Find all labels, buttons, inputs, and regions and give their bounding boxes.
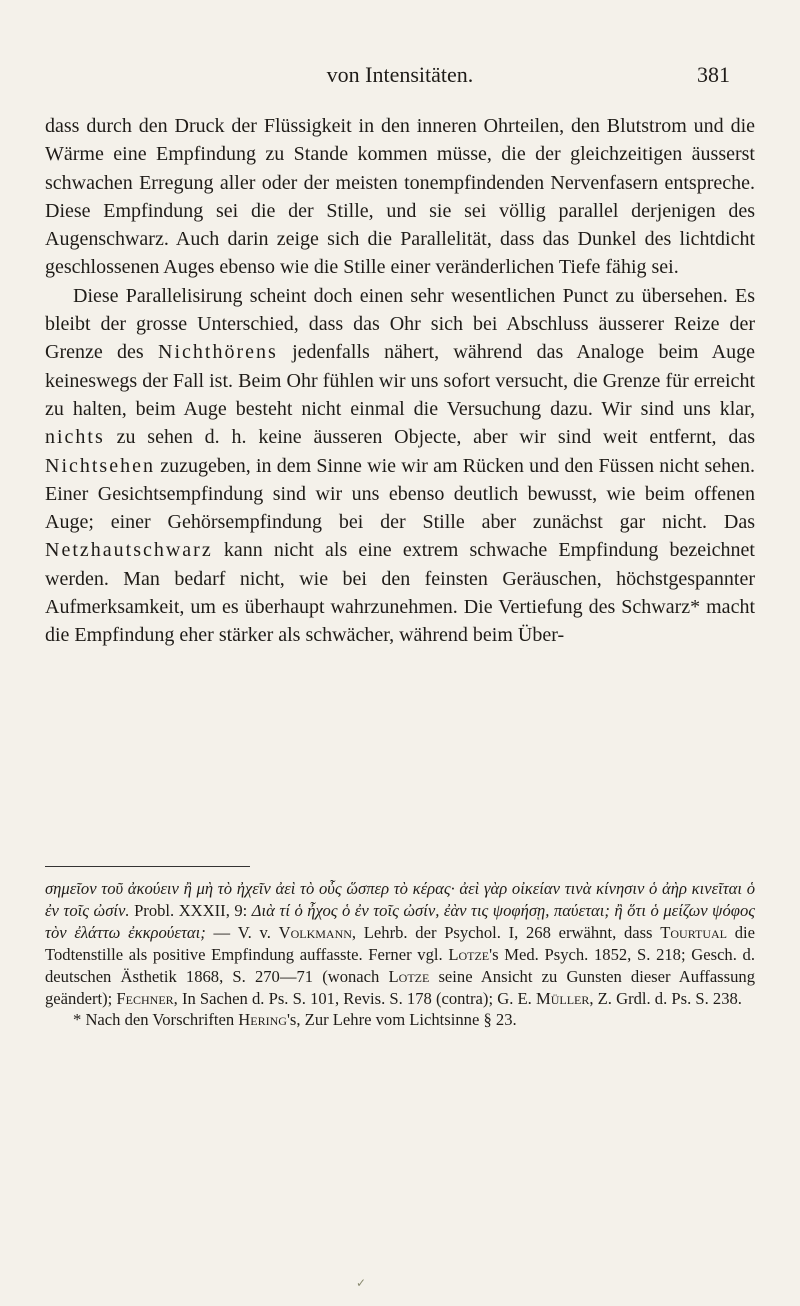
author-name: Fechner	[116, 988, 174, 1008]
author-name: Volkmann	[278, 922, 352, 942]
page-number: 381	[697, 62, 730, 87]
text-run: zu sehen d. h. keine äusseren Objecte, aber wir sind weit entfernt, das	[104, 426, 755, 449]
author-name: Lotze	[448, 944, 490, 964]
author-name: Lotze	[388, 966, 430, 986]
emphasized-term: Netzhautschwarz	[45, 539, 213, 562]
running-title: von Intensitäten.	[326, 62, 474, 87]
text-run: , Z. Grdl. d. Ps. S. 238.	[589, 988, 742, 1008]
text-run: die Todtenstille als positive Empfindung auffasste. Ferner vgl.	[45, 922, 755, 964]
text-run: Probl. XXXII, 9:	[129, 900, 252, 920]
text-run: — V. v.	[205, 922, 279, 942]
emphasized-term: Nichtsehen	[45, 454, 155, 477]
paragraph: dass durch den Druck der Flüssigkeit in den inneren Ohrteilen, den Blutstrom und die Wärme eine Empfindung zu Stande kommen müsse, die der gleichzeitigen äusserst schwachen Erregung aller oder der meisten tonempfindenden Nervenfasern entspreche. Diese Empfindung sei die der Stille, und sie sei völlig parallel derjenigen des Augenschwarz. Auch darin zeige sich die Parallelität, dass das Dunkel des lichtdicht geschlossenen Auges ebenso wie die Stille einer veränderlichen Tiefe fähig sei.	[45, 115, 755, 279]
greek-quote: σημεῖον τοῦ ἀκούειν ἢ μὴ τὸ ἠχεῖν ἀεὶ τὸ οὖς ὥσπερ τὸ κέρας· ἀεὶ γὰρ οἰκείαν τινὰ κίνησιν ὁ ἀὴρ κινεῖται ὁ ἐν τοῖς ὠσίν.	[45, 879, 755, 920]
author-name: Müller	[535, 988, 590, 1008]
text-run: * Nach den Vorschriften	[73, 1010, 239, 1030]
footnote-divider	[45, 866, 250, 867]
text-run: zuzugeben, in dem Sinne wie wir am Rücken und den Füssen nicht sehen. Einer Gesichtsempfindung sind wir uns ebenso deutlich bewusst, wie beim offenen Auge; einer Gehörsempfindung bei der Stille aber zunächst gar nicht. Das	[45, 454, 755, 534]
paragraph	[45, 282, 755, 650]
main-text	[45, 112, 755, 650]
author-name: Tourtual	[660, 922, 727, 942]
text-run: jedenfalls nähert, während das Analoge beim Auge keineswegs der Fall ist. Beim Ohr fühlen wir uns sofort versucht, die Grenze für erreicht zu halten, beim Auge besteht nicht einmal die Versuchung dazu. Wir sind uns klar,	[45, 341, 755, 420]
footnote	[45, 1009, 755, 1031]
running-header	[40, 62, 760, 98]
emphasized-term: nichts	[45, 426, 105, 449]
text-run: seine Ansicht zu Gunsten dieser Auffassung geändert);	[45, 966, 755, 1008]
text-run: 's Med. Psych. 1852, S. 218; Gesch. d. deutschen Ästhetik 1868, S. 270—71 (wonach	[45, 944, 756, 986]
print-mark-icon: ✓	[356, 1276, 367, 1290]
author-name: Hering	[238, 1010, 287, 1030]
text-run: 's, Zur Lehre vom Lichtsinne § 23.	[286, 1010, 517, 1030]
text-run: Diese Parallelisirung scheint doch einen sehr wesentlichen Punct zu übersehen. Es bleibt der grosse Unterschied, dass das Ohr sich bei Abschluss äusserer Reize der Grenze des	[45, 284, 755, 364]
footnotes	[45, 878, 755, 1031]
text-run: kann nicht als eine extrem schwache Empfindung bezeichnet werden. Man bedarf nicht, wie bei den feinsten Geräuschen, höchstgespannter Aufmerksamkeit, um es überhaupt wahrzunehmen. Die Vertiefung des Schwarz* macht die Empfindung eher stärker als schwächer, während beim Über-	[45, 539, 755, 647]
greek-quote: Διὰ τί ὁ ἦχος ὁ ἐν τοῖς ὠσίν, ἐὰν τις ψοφήσῃ, παύεται; ἢ ὅτι ὁ μείζων ψόφος τὸν ἐλάττω ἐκκρούεται;	[45, 900, 755, 942]
text-run: , In Sachen d. Ps. S. 101, Revis. S. 178 (contra); G. E.	[173, 988, 536, 1008]
emphasized-term: Nichthörens	[158, 341, 278, 364]
footnote	[45, 878, 755, 1009]
text-run: , Lehrb. der Psychol. I, 268 erwähnt, dass	[351, 922, 661, 942]
